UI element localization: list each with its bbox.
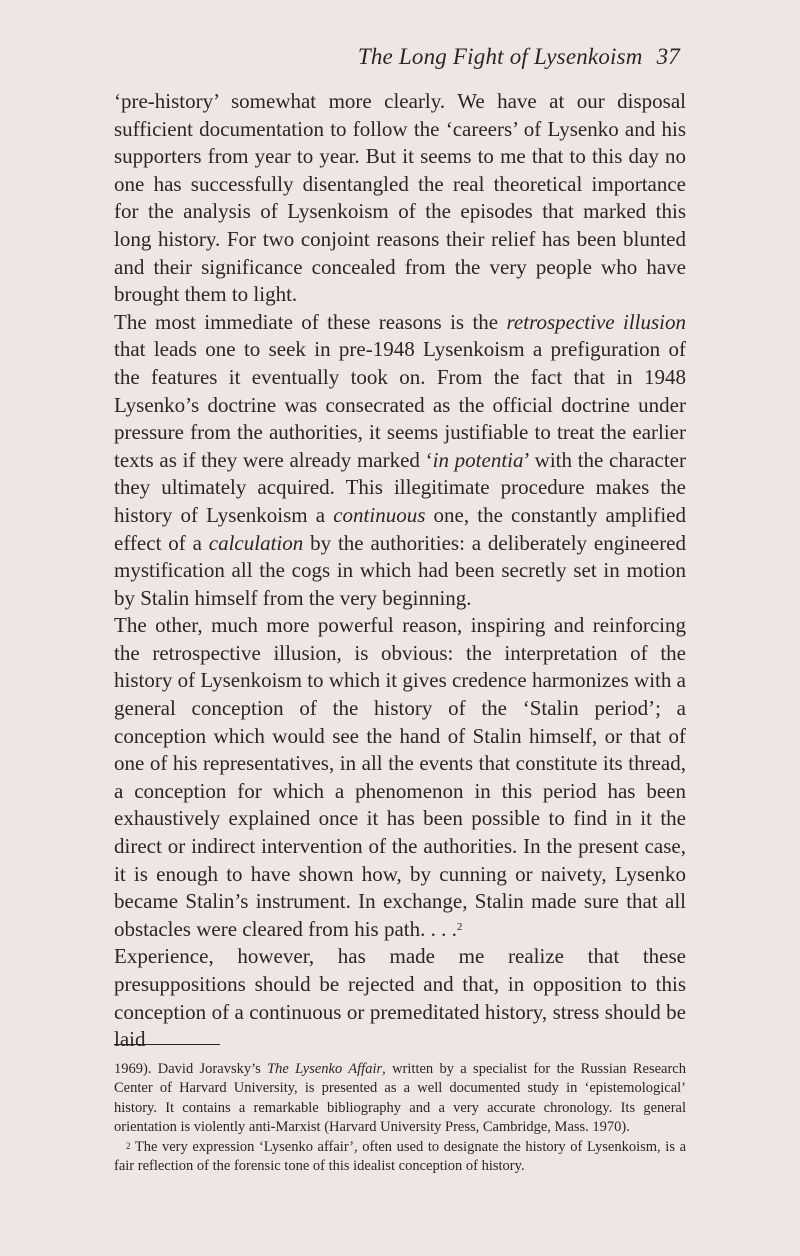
footnote-2: $^2$ The very expression ‘Lysenko affair’, often used to designate the history of Lysenkoism, is a fair reflection of the forensic tone of this idealist conception of history. xyxy=(114,1138,686,1175)
running-header xyxy=(358,44,680,70)
page-number: 37 xyxy=(656,44,680,69)
footnote-divider xyxy=(114,1044,220,1045)
paragraph-2: The most immediate of these reasons is the retrospective illusion that leads one to seek in pre-1948 Lysenkoism a prefiguration of the features it eventually took on. From the fact that in 1948 Lysenko’s doctrine was consecrated as the official doctrine under pressure from the authorities, it seems justifiable to treat the earlier texts as if they were already marked ‘in potentia’ with the character they ultimately acquired. This illegitimate procedure makes the history of Lysenkoism a continuous one, the constantly amplified effect of a calculation by the authorities: a deliberately engineered mystification all the cogs in which had been secretly set in motion by Stalin himself from the very beginning. xyxy=(114,309,687,610)
footnotes xyxy=(114,1060,686,1176)
paragraph-1: ‘pre-history’ somewhat more clearly. We have at our disposal sufficient documentation to follow the ‘careers’ of Lysenko and his supporters from year to year. But it seems to me that to this day no one has successfully disentangled the real theoretical importance for the analysis of Lysenkoism of the episodes that marked this long history. For two conjoint reasons their relief has been blunted and their significance concealed from the very people who have brought them to light. xyxy=(114,89,686,307)
paragraph-3: The other, much more powerful reason, inspiring and reinforcing the retrospective illusion, is obvious: the interpretation of the history of Lysenkoism to which it gives credence harmonizes with a general conception of the history of the ‘Stalin period’; a conception which would see the hand of Stalin himself, or that of one of his representatives, in all the events that constitute its thread, a conception for which a phenomenon in this period has been exhaustively explained once it has been possible to find in it the direct or indirect intervention of the authorities. In the present case, it is enough to have shown how, by cunning or naivety, Lysenko became Stalin’s instrument. In exchange, Stalin made sure that all obstacles were cleared from his path. . . .$^2$ xyxy=(114,613,686,941)
main-text xyxy=(114,88,686,1054)
footnote-1-continuation: 1969). David Joravsky’s The Lysenko Affair, written by a specialist for the Russian Research Center of Harvard University, is presented as a well documented study in ‘epistemological’ history. It contains a remarkable bibliography and a very accurate chronology. Its general orientation is violently anti-Marxist (Harvard University Press, Cambridge, Mass. 1970). xyxy=(114,1061,686,1136)
paragraph-4: Experience, however, has made me realize that these presuppositions should be rejected and that, in opposition to this conception of a continuous or premeditated history, stress should be laid xyxy=(114,944,686,1052)
footnote-ref-2: 2 xyxy=(456,920,463,933)
running-title: The Long Fight of Lysenkoism xyxy=(357,44,643,69)
